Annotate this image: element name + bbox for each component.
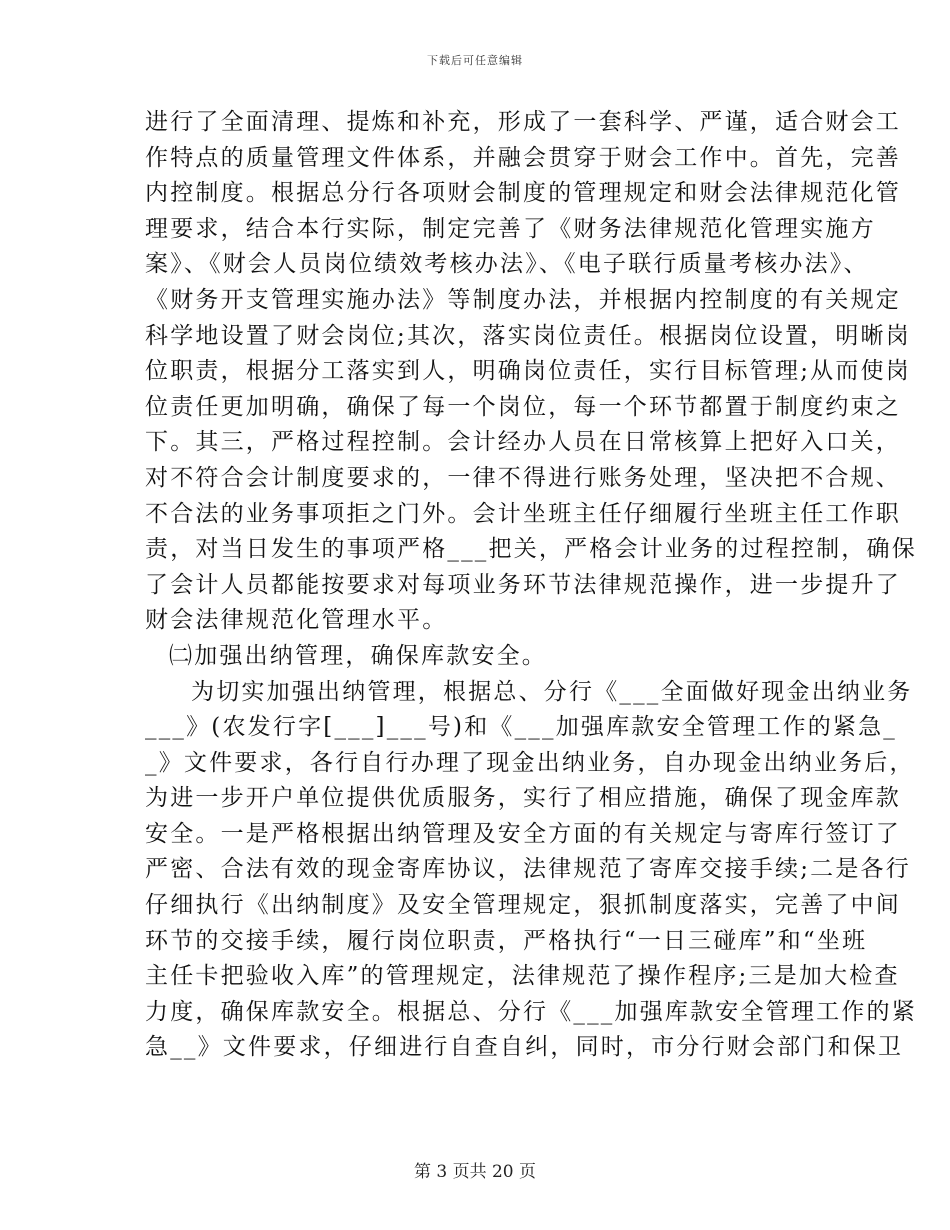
paragraph-line: 位责任更加明确，确保了每一个岗位，每一个环节都置于制度约束之 — [145, 393, 901, 420]
page-header: 下载后可任意编辑 — [427, 54, 523, 67]
paragraph-line: 进行了全面清理、提炼和补充，形成了一套科学、严谨，适合财会工 — [145, 109, 901, 135]
paragraph-line: 仔细执行《出纳制度》及安全管理规定，狠抓制度落实，完善了中间 — [145, 892, 901, 919]
paragraph-line: 对不符合会计制度要求的，一律不得进行账务处理，坚决把不合规、 — [145, 464, 901, 491]
paragraph-line: 严密、合法有效的现金寄库协议，法律规范了寄库交接手续;二是各行 — [145, 856, 911, 883]
paragraph-line: 为进一步开户单位提供优质服务，实行了相应措施，确保了现金库款 — [145, 785, 901, 812]
document-body — [145, 105, 917, 1066]
paragraph-line: 位职责，根据分工落实到人，明确岗位责任，实行目标管理;从而使岗 — [145, 358, 911, 385]
paragraph-line: 为切实加强出纳管理，根据总、分行《___全面做好现金出纳业务 — [191, 678, 913, 705]
paragraph-line: 环节的交接手续，履行岗位职责，严格执行“一日三碰库”和“坐班 — [145, 927, 868, 954]
paragraph-line: 《财务开支管理实施办法》等制度办法，并根据内控制度的有关规定 — [145, 286, 901, 313]
paragraph-line: 主任卡把验收入库”的管理规定，法律规范了操作程序;三是加大检查 — [145, 963, 900, 990]
paragraph-line: 安全。一是严格根据出纳管理及安全方面的有关规定与寄库行签订了 — [145, 820, 901, 847]
paragraph-line: 力度，确保库款安全。根据总、分行《___加强库款安全管理工作的紧 — [145, 998, 917, 1025]
paragraph-line: 急__》文件要求，仔细进行自查自纠，同时，市分行财会部门和保卫 — [145, 1034, 904, 1061]
paragraph-line: 科学地设置了财会岗位;其次，落实岗位责任。根据岗位设置，明晰岗 — [145, 322, 911, 349]
paragraph-line: _》文件要求，各行自行办理了现金出纳业务，自办现金出纳业务后， — [145, 749, 915, 776]
paragraph-line: 了会计人员都能按要求对每项业务环节法律规范操作，进一步提升了 — [145, 571, 901, 598]
paragraph-line: 责，对当日发生的事项严格___把关，严格会计业务的过程控制，确保 — [145, 536, 917, 563]
paragraph-line: 财会法律规范化管理水平。 — [145, 607, 448, 634]
paragraph-line: 下。其三，严格过程控制。会计经办人员在日常核算上把好入口关， — [145, 429, 901, 456]
paragraph-line: ___》(农发行字[___]___号)和《___加强库款安全管理工作的紧急_ — [145, 714, 897, 741]
paragraph-line: 内控制度。根据总分行各项财会制度的管理规定和财会法律规范化管 — [145, 180, 901, 207]
paragraph-line: 不合法的业务事项拒之门外。会计坐班主任仔细履行坐班主任工作职 — [145, 500, 901, 527]
page-number: 第 3 页共 20 页 — [413, 1162, 537, 1182]
paragraph-line: 作特点的质量管理文件体系，并融会贯穿于财会工作中。首先，完善 — [145, 144, 901, 171]
paragraph-line: 理要求，结合本行实际，制定完善了《财务法律规范化管理实施方 — [145, 215, 876, 242]
paragraph-line: 案》、《财会人员岗位绩效考核办法》、《电子联行质量考核办法》、 — [145, 251, 869, 278]
section-heading: ㈡加强出纳管理，确保库款安全。 — [169, 642, 547, 669]
